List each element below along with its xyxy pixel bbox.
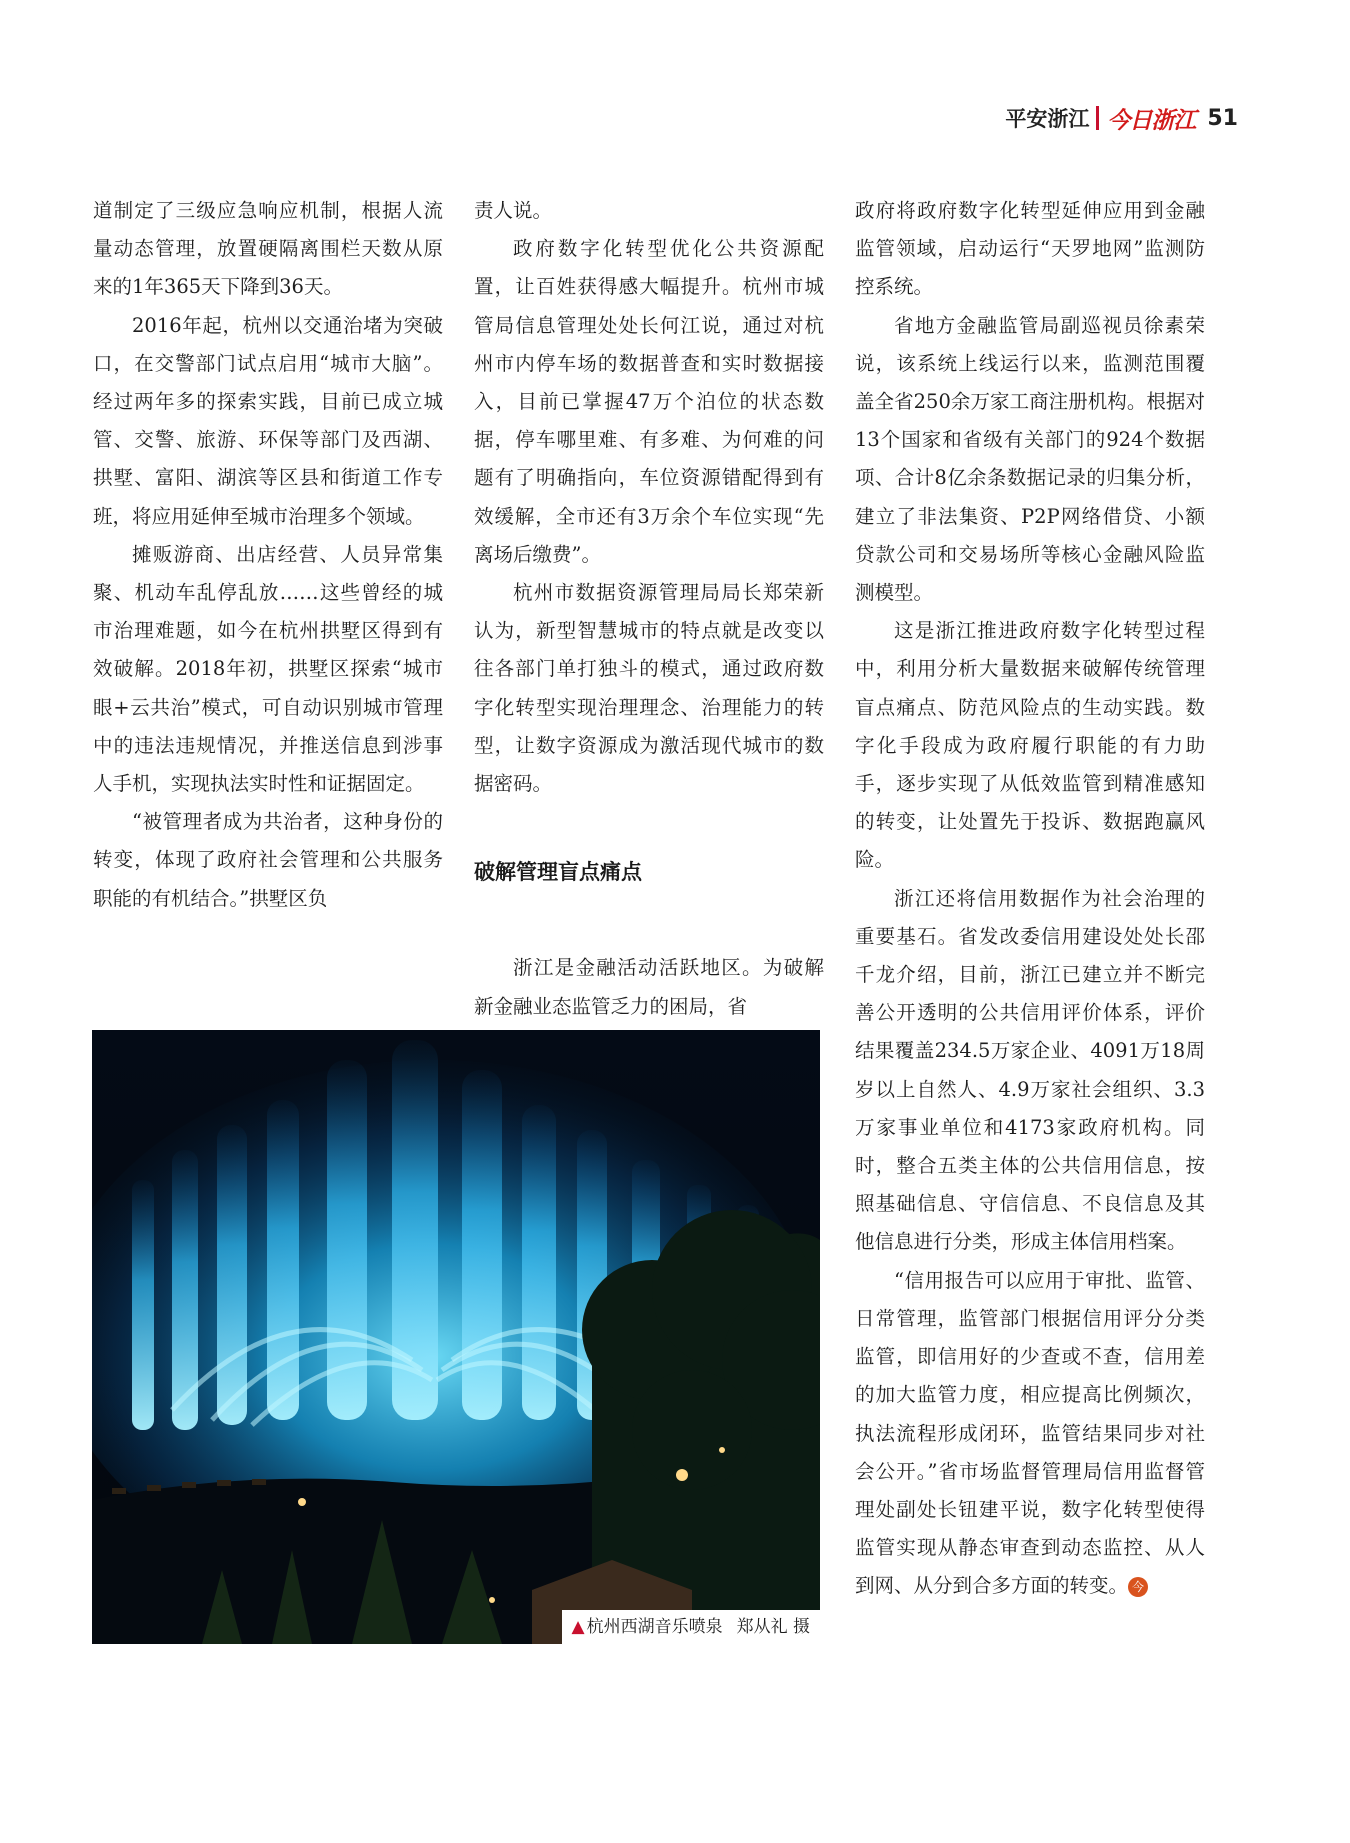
paragraph: 政府将政府数字化转型延伸应用到金融监管领域，启动运行“天罗地网”监测防控系统。: [855, 199, 1205, 299]
header-divider: [1096, 106, 1099, 130]
section-subheading: 破解管理盲点痛点: [474, 860, 642, 885]
fountain-photo: [92, 1030, 820, 1644]
paragraph: “被管理者成为共治者，这种身份的转变，体现了政府社会管理和公共服务职能的有机结合。”拱墅区负: [93, 810, 443, 910]
paragraph: 道制定了三级应急响应机制，根据人流量动态管理，放置硬隔离围栏天数从原来的1年365天下降到36天。: [93, 199, 443, 299]
paragraph: 政府数字化转型优化公共资源配置，让百姓获得感大幅提升。杭州市城管局信息管理处处长何江说，通过对杭州市内停车场的数据普查和实时数据接入，目前已掌握47万个泊位的状态数据，停车哪里难、有多难、为何难的问题有了明确指向，车位资源错配得到有效缓解，全市还有3万余个车位实现“先离场后缴费”。: [474, 237, 824, 566]
paragraph: 责人说。: [474, 199, 553, 222]
fountain-illustration: [92, 1030, 820, 1644]
paragraph: 杭州市数据资源管理局局长郑荣新认为，新型智慧城市的特点就是改变以往各部门单打独斗的模式，通过政府数字化转型实现治理理念、治理能力的转型，让数字资源成为激活现代城市的数据密码。: [474, 581, 824, 796]
end-mark-icon: 今: [1128, 1577, 1148, 1597]
caption-title: 杭州西湖音乐喷泉: [586, 1617, 723, 1637]
paragraph: 省地方金融监管局副巡视员徐素荣说，该系统上线运行以来，监测范围覆盖全省250余万家工商注册机构。根据对13个国家和省级有关部门的924个数据项、合计8亿余条数据记录的归集分析，建立了非法集资、P2P网络借贷、小额贷款公司和交易场所等核心金融风险监测模型。: [855, 313, 1205, 605]
paragraph: 摊贩游商、出店经营、人员异常集聚、机动车乱停乱放……这些曾经的城市治理难题，如今在杭州拱墅区得到有效破解。2018年初，拱墅区探索“城市眼+云共治”模式，可自动识别城市管理中的违法违规情况，并推送信息到涉事人手机，实现执法实时性和证据固定。: [93, 542, 443, 796]
paragraph: 这是浙江推进政府数字化转型过程中，利用分析大量数据来破解传统管理盲点痛点、防范风险点的生动实践。数字化手段成为政府履行职能的有力助手，逐步实现了从低效监管到精准感知的转变，让处置先于投诉、数据跑赢风险。: [855, 619, 1205, 872]
photo-caption: [562, 1610, 820, 1644]
page-header: [1005, 100, 1238, 136]
paragraph: 2016年起，杭州以交通治堵为突破口，在交警部门试点启用“城市大脑”。经过两年多的探索实践，目前已成立城管、交警、旅游、环保等部门及西湖、拱墅、富阳、湖滨等区县和街道工作专班，将应用延伸至城市治理多个领域。: [93, 313, 443, 528]
column-3: [855, 192, 1205, 1606]
column-2: [474, 192, 824, 1026]
paragraph-final: [855, 1262, 1205, 1606]
paragraph: 浙江是金融活动活跃地区。为破解新金融业态监管乏力的困局，省: [474, 956, 824, 1018]
paragraph: 浙江还将信用数据作为社会治理的重要基石。省发改委信用建设处处长邵千龙介绍，目前，浙江已建立并不断完善公开透明的公共信用评价体系，评价结果覆盖234.5万家企业、4091万18周岁以上自然人、4.9万家社会组织、3.3万家事业单位和4173家政府机构。同时，整合五类主体的公共信用信息，按照基础信息、守信信息、不良信息及其他信息进行分类，形成主体信用档案。: [855, 886, 1205, 1254]
section-name: 平安浙江: [1005, 107, 1090, 131]
paragraph-text: “信用报告可以应用于审批、监管、日常管理，监管部门根据信用评分分类监管，即信用好的少查或不查，信用差的加大监管力度，相应提高比例频次，执法流程形成闭环，监管结果同步对社会公开。”省市场监督管理局信用监督管理处副处长钮建平说，数字化转型使得监管实现从静态审查到动态监控、从人到网、从分到合多方面的转变。: [855, 1268, 1205, 1598]
caption-triangle-icon: ▲: [571, 1617, 585, 1637]
column-1: [93, 192, 443, 918]
magazine-logo: 今日浙江: [1107, 106, 1196, 134]
page-number: 51: [1207, 105, 1238, 131]
caption-credit: 郑从礼 摄: [736, 1617, 810, 1637]
